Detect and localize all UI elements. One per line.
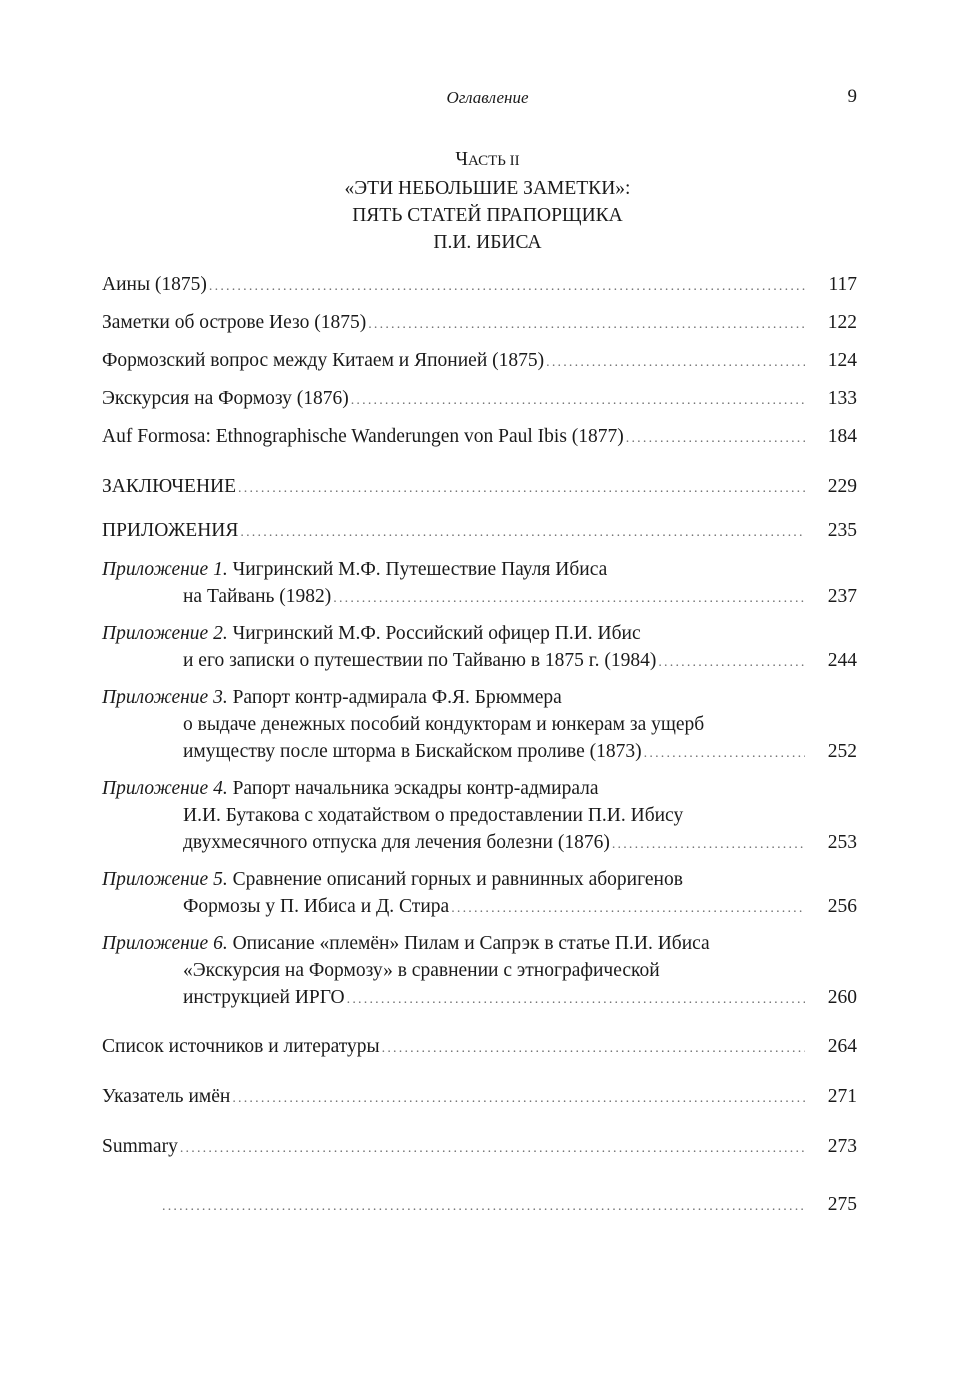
dot-leader: [368, 311, 805, 338]
dot-leader: [180, 1135, 805, 1162]
running-head: Оглавление: [446, 88, 529, 107]
toc-entry-appendix-2[interactable]: [102, 620, 857, 676]
toc-entry-page: 229: [827, 476, 857, 497]
toc-entry-sources[interactable]: [102, 1033, 857, 1062]
dot-leader: [451, 895, 805, 922]
toc-entry-page: 117: [828, 274, 857, 295]
toc-entry-summary[interactable]: [102, 1133, 857, 1162]
toc-entry-appendix-4[interactable]: [102, 775, 857, 858]
appendix-title-line: Рапорт контр-адмирала Ф.Я. Брюммера: [232, 687, 562, 708]
appendix-title-line: Сравнение описаний горных и равнинных аборигенов: [232, 869, 683, 890]
toc-entry-conclusion[interactable]: [102, 473, 857, 502]
toc-entry-title: Аины (1875): [102, 274, 207, 295]
toc-entry-page: 275: [827, 1194, 857, 1215]
toc-entry-iezo[interactable]: [102, 309, 857, 338]
toc-entry-auf-formosa[interactable]: [102, 423, 857, 452]
toc-entry-title: Формозский вопрос между Китаем и Японией (1875): [102, 350, 545, 371]
dot-leader: [238, 475, 805, 502]
toc-entry-page: 244: [827, 650, 857, 671]
toc-entry-name-index[interactable]: [102, 1083, 857, 1112]
toc-entry-appendix-1[interactable]: [102, 556, 857, 612]
dot-leader: [209, 273, 805, 300]
toc-entry-appendices[interactable]: [102, 517, 857, 546]
part-title-line-3: П.И. ИБИСА: [433, 232, 542, 253]
appendix-title-line: о выдаче денежных пособий кондукторам и юнкерам за ущерб: [183, 714, 705, 735]
appendix-prefix: Приложение 1.: [102, 559, 228, 580]
appendix-prefix: Приложение 2.: [102, 623, 228, 644]
appendix-title-line: на Тайвань (1982): [183, 586, 332, 607]
dot-leader: [240, 519, 805, 546]
toc-entry-appendix-3[interactable]: [102, 684, 857, 767]
toc-entry-page: 237: [827, 586, 857, 607]
toc-entry-appendix-6[interactable]: [102, 930, 857, 1013]
dot-leader: [546, 349, 805, 376]
dot-leader: [162, 1193, 805, 1220]
appendix-prefix: Приложение 5.: [102, 869, 228, 890]
appendix-prefix: Приложение 6.: [102, 933, 228, 954]
appendix-title-line: И.И. Бутакова с ходатайством о предоставлении П.И. Ибису: [183, 805, 684, 826]
appendix-title-line: Чигринский М.Ф. Путешествие Пауля Ибиса: [232, 559, 608, 580]
dot-leader: [347, 986, 805, 1013]
toc-entry-page: 273: [827, 1136, 857, 1157]
appendix-title-line: Формозы у П. Ибиса и Д. Стира: [183, 896, 450, 917]
appendix-title-line: Чигринский М.Ф. Российский офицер П.И. Ибис: [232, 623, 641, 644]
toc-entry-untitled[interactable]: [102, 1191, 857, 1220]
toc-entry-page: 252: [827, 741, 857, 762]
toc-entry-page: 122: [827, 312, 857, 333]
toc-entry-title: ПРИЛОЖЕНИЯ: [102, 520, 239, 541]
toc-entry-title: Summary: [102, 1136, 178, 1157]
dot-leader: [232, 1085, 805, 1112]
toc-entry-excursion[interactable]: [102, 385, 857, 414]
dot-leader: [644, 740, 805, 767]
dot-leader: [626, 425, 805, 452]
toc-entry-page: 260: [827, 987, 857, 1008]
toc-entry-title: Auf Formosa: Ethnographische Wanderungen von Paul Ibis (1877): [102, 426, 624, 447]
toc-entry-page: 133: [827, 388, 857, 409]
toc-entry-page: 253: [827, 832, 857, 853]
dot-leader: [658, 649, 805, 676]
dot-leader: [351, 387, 805, 414]
appendix-title-line: Описание «племён» Пилам и Сапрэк в статье П.И. Ибиса: [232, 933, 710, 954]
appendix-title-line: инструкцией ИРГО: [183, 987, 345, 1008]
toc-entry-title: ЗАКЛЮЧЕНИЕ: [102, 476, 237, 497]
appendix-title-line: имуществу после шторма в Бискайском проливе (1873): [183, 741, 642, 762]
part-label-rest: АСТЬ II: [468, 153, 520, 169]
dot-leader: [612, 831, 805, 858]
toc-entry-page: 184: [827, 426, 857, 447]
toc-entry-title: Указатель имён: [102, 1086, 231, 1107]
toc-entry-appendix-5[interactable]: [102, 866, 857, 922]
appendix-title-line: двухмесячного отпуска для лечения болезни (1876): [183, 832, 610, 853]
dot-leader: [382, 1035, 805, 1062]
appendix-title-line: и его записки о путешествии по Тайваню в 1875 г. (1984): [183, 650, 657, 671]
toc-entry-ainy[interactable]: [102, 271, 857, 300]
toc-entry-page: 256: [827, 896, 857, 917]
appendix-title-line: «Экскурсия на Формозу» в сравнении с этнографической: [183, 960, 660, 981]
part-title-line-2: ПЯТЬ СТАТЕЙ ПРАПОРЩИКА: [352, 205, 623, 226]
appendix-prefix: Приложение 4.: [102, 778, 228, 799]
toc-entry-title: Заметки об острове Иезо (1875): [102, 312, 367, 333]
appendix-prefix: Приложение 3.: [102, 687, 228, 708]
part-label-initial: Ч: [455, 149, 469, 170]
toc-entry-page: 235: [827, 520, 857, 541]
toc-entry-page: 271: [827, 1086, 857, 1107]
toc-entry-title: Список источников и литературы: [102, 1036, 380, 1057]
dot-leader: [333, 585, 805, 612]
toc-entry-page: 264: [827, 1036, 857, 1057]
part-title-line-1: «ЭТИ НЕБОЛЬШИЕ ЗАМЕТКИ»:: [344, 178, 631, 199]
toc-entry-title: Экскурсия на Формозу (1876): [102, 388, 349, 409]
appendix-title-line: Рапорт начальника эскадры контр-адмирала: [232, 778, 599, 799]
toc-entry-page: 124: [827, 350, 857, 371]
page-number: 9: [847, 86, 857, 107]
toc-entry-formosa-question[interactable]: [102, 347, 857, 376]
